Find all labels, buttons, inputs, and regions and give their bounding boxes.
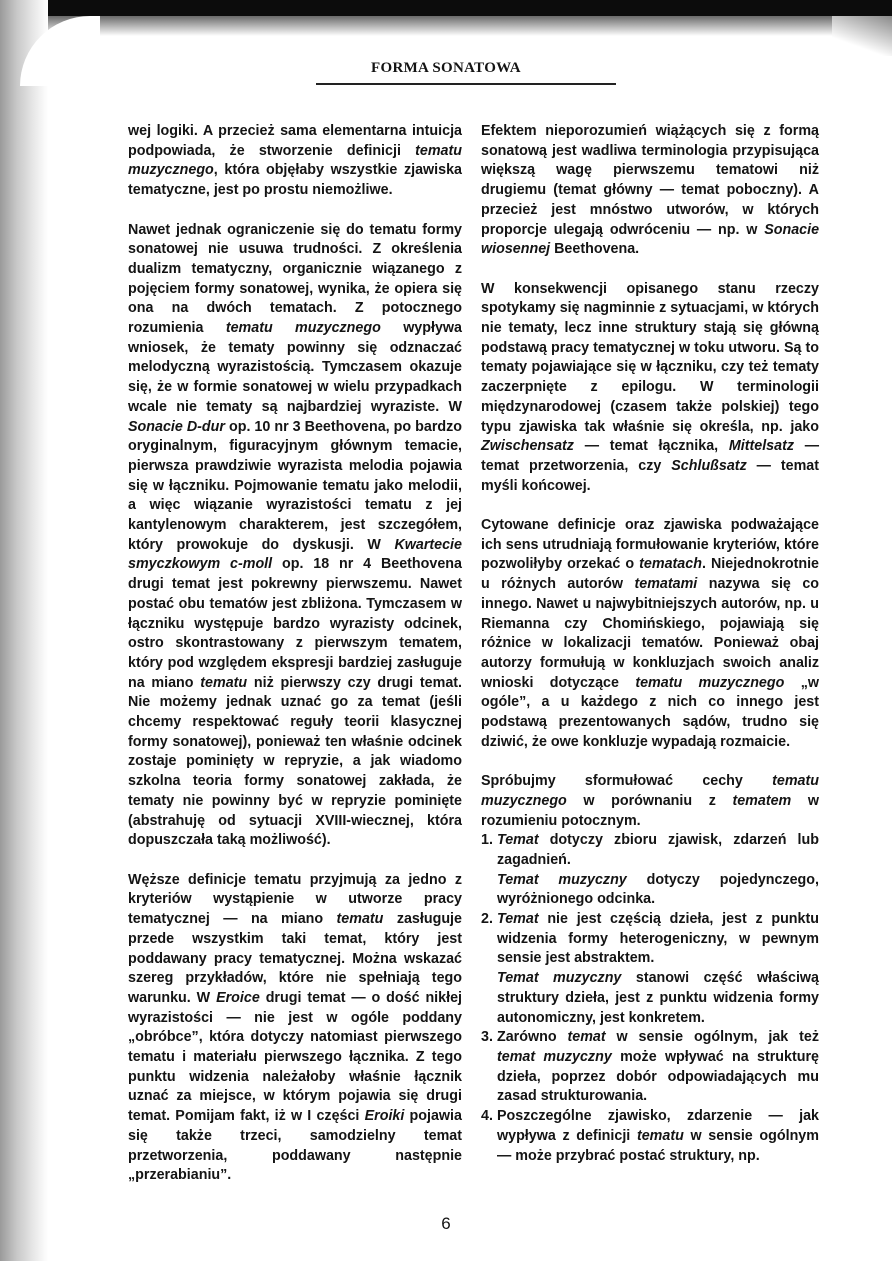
page-number: 6 (441, 1214, 451, 1233)
scan-left-edge (0, 0, 48, 1261)
header-rule (316, 83, 616, 85)
list-item: 1. Temat dotyczy zbioru zjawisk, zdarzeń lub zagadnień. Temat muzyczny dotyczy pojedynczego, wyróżnionego odcinka. (481, 832, 819, 908)
scan-right-corner (832, 16, 892, 56)
paragraph: Węższe definicje tematu przyjmują za jedno z kryteriów wystąpienie w utworze pracy tematycznej — na miano tematu zasługuje przede wszystkim taki temat, który jest poddawany pracy tematycznej. Można wskazać szereg przykładów, które nie spełniają tego warunku. W Eroice drugi temat — o dość nikłej wyrazistości — nie jest w ogóle poddany „obróbce”, która dotyczy natomiast pierwszego tematu i materiału pierwszego łącznika. Z tego punktu widzenia należałoby właśnie łącznik uznać za miejsce, w którym pojawia się drugi temat. Pomijam fakt, iż w I części Eroiki pojawia się także trzeci, samodzielny temat przetworzenia, poddawany następnie „przerabianiu”. (128, 871, 462, 1184)
paragraph: W konsekwencji opisanego stanu rzeczy spotykamy się nagminnie z sytuacjami, w których nie tematy, lecz inne struktury stają się główną podstawą pracy tematycznej w toku utworu. Są to tematy pojawiające się w łączniku, czy też tematy zaczerpnięte z epilogu. W terminologii międzynarodowej (czasem także polskiej) tego typu zjawiska tak właśnie się określa, np. jako Zwischensatz — temat łącznika, Mittelsatz — temat przetworzenia, czy Schlußsatz — temat myśli końcowej. (481, 280, 820, 494)
running-header: FORMA SONATOWA (371, 60, 521, 76)
list-item: 3. Zarówno temat w sensie ogólnym, jak też temat muzyczny może wpływać na strukturę dzieła, poprzez dobór odpowiadających mu zasad strukturowania. (481, 1029, 820, 1105)
scan-top-border (0, 0, 892, 16)
left-column (128, 122, 462, 1206)
list-item: 2. Temat nie jest częścią dzieła, jest z punktu widzenia formy heterogeniczny, w pewnym sensie jest abstraktem. Temat muzyczny stanowi część właściwą struktury dzieła, jest z punktu widzenia formy autonomiczny, jest konkretem. (481, 911, 819, 1026)
scan-shadow (0, 16, 892, 36)
paragraph: Efektem nieporozumień wiążących się z formą sonatową jest wadliwa terminologia przypisująca większą wagę pierwszemu tematowi niż drugiemu (temat główny — temat poboczny). A przecież jest mnóstwo utworów, w których proporcje ulegają odwróceniu — np. w Sonacie wiosennej Beethovena. (481, 123, 820, 258)
paragraph: Nawet jednak ograniczenie się do tematu formy sonatowej nie usuwa trudności. Z określenia dualizm tematyczny, organicznie wiązanego z pojęciem formy sonatowej, wynika, że opiera się ona na dwóch tematach. Z potocznego rozumienia tematu muzycznego wypływa wniosek, że tematy powinny się odznaczać melodyczną wyrazistością. Tymczasem okazuje się, że w formie sonatowej w wielu przypadkach wcale nie tematy są najbardziej wyraziste. W Sonacie D-dur op. 10 nr 3 Beethovena, po bardzo oryginalnym, figuracyjnym głównym temacie, pierwsza prawdziwie wyrazista melodia pojawia się w łączniku. Pojmowanie tematu jako melodii, a więc wiązanie wyrazistości tematu z jej kantylenowym charakterem, jest szczegółem, który prowokuje do dyskusji. W Kwartecie smyczkowym c-moll op. 18 nr 4 Beethovena drugi temat jest pokrewny pierwszemu. Nawet postać obu tematów jest zbliżona. Tymczasem w łączniku występuje bardzo wyrazisty odcinek, ostro skontrastowany z pierwszym tematem, który pod względem ekspresji bardziej zasługuje na miano tematu niż pierwszy czy drugi temat. Nie możemy jednak uznać go za temat (jeśli chcemy respektować reguły teorii klasycznej formy sonatowej), ponieważ ten właśnie odcinek zostaje pominięty w repryzie, a jak wiadomo szkolna teoria formy sonatowej zakłada, że tematy nie powinny być w repryzie pominięte (abstrahuję od sytuacji XVIII-wiecznej, która dopuszczała taką możliwość). (128, 221, 462, 849)
paragraph: Spróbujmy sformułować cechy tematu muzycznego w porównaniu z tematem w rozumieniu potocznym. (481, 773, 819, 829)
paragraph: wej logiki. A przecież sama elementarna intuicja podpowiada, że stworzenie definicji tematu muzycznego, która objęłaby wszystkie zjawiska tematyczne, jest po prostu niemożliwe. (128, 123, 462, 199)
feature-list (481, 831, 819, 1166)
list-item: 4. Poszczególne zjawisko, zdarzenie — jak wypływa z definicji tematu w sensie ogólnym — może przybrać postać struktury, np. (481, 1108, 819, 1164)
right-column (481, 122, 819, 1166)
paragraph: Cytowane definicje oraz zjawiska podważające ich sens utrudniają formułowanie kryteriów, które pozwoliłyby orzekać o tematach. Niejednokrotnie u różnych autorów tematami nazywa się co innego. Nawet u najwybitniejszych autorów, np. u Riemanna czy Chomińskiego, pojawiają się różnice w lokalizacji tematów. Ponieważ obaj autorzy formułują w konkluzjach swoich analiz wnioski dotyczące tematu muzycznego „w ogóle”, a u każdego z nich co innego jest podstawą prezentowanych sądów, trudno się dziwić, że owe konkluzje wypadają rozmaicie. (481, 517, 820, 750)
